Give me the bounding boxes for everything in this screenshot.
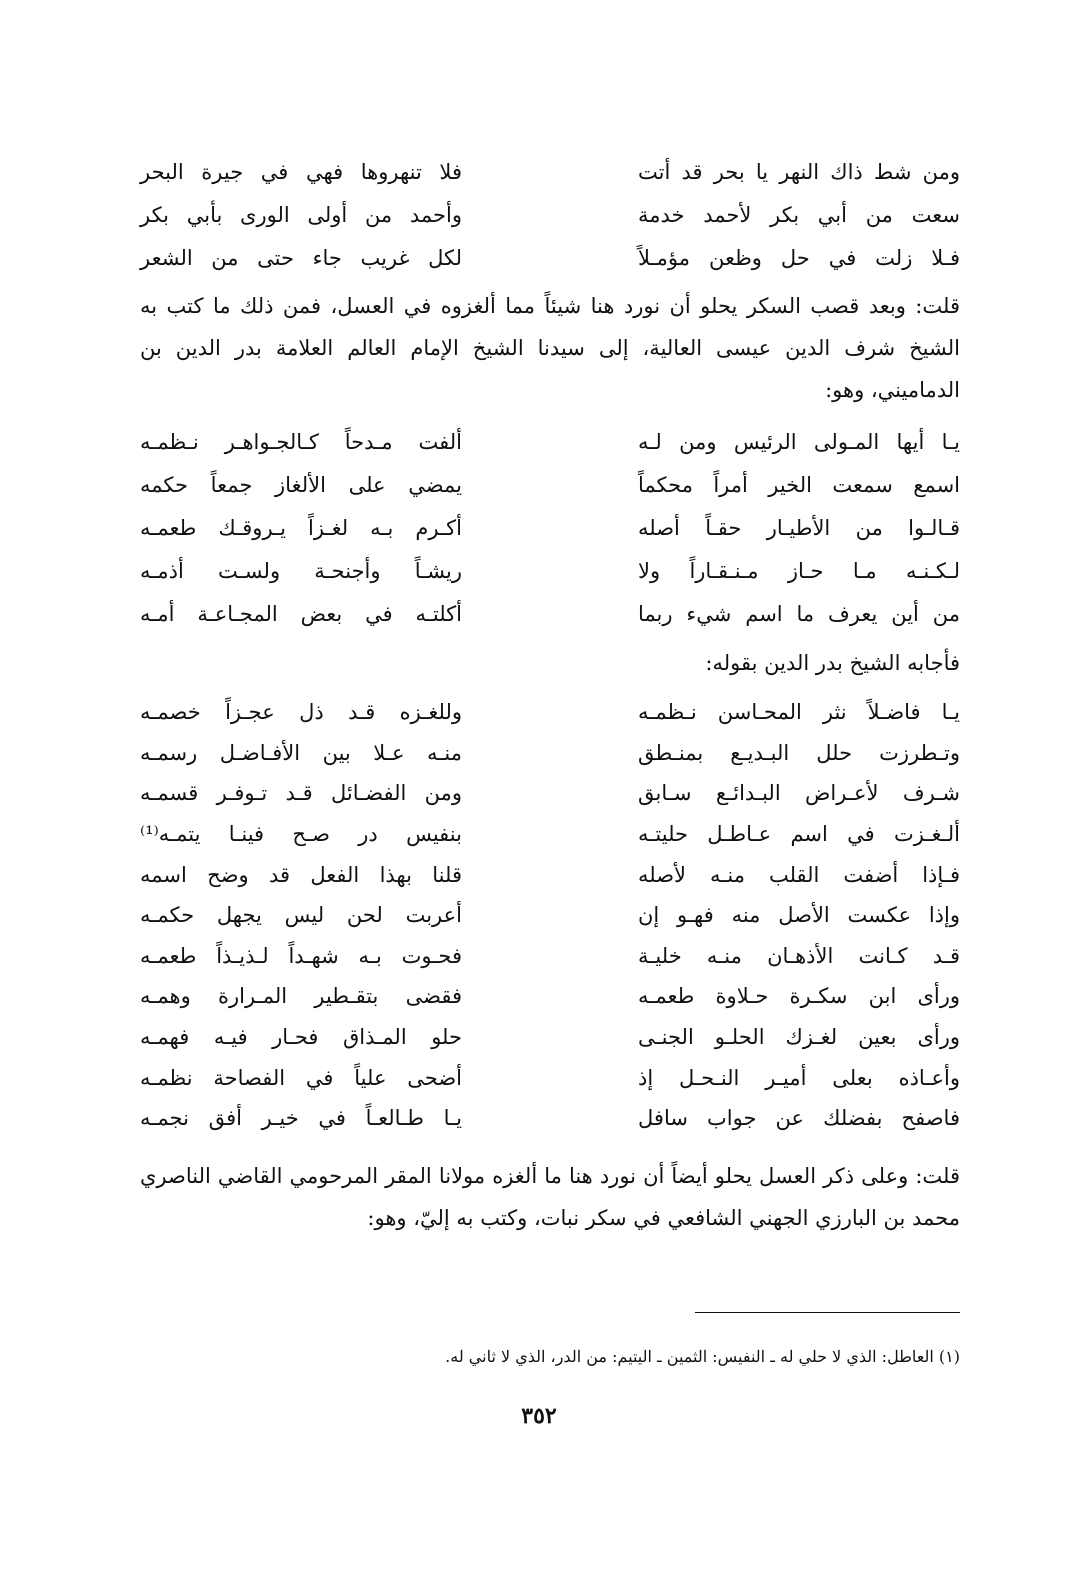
- second-hemistich: بنفيس در صـح فينـا يتمـه⁽¹⁾: [140, 822, 462, 847]
- second-hemistich: قلنا بهذا الفعل قد وضح اسمه: [140, 862, 462, 887]
- first-hemistich: اسمع سمعت الخير أمراً محكماً: [638, 472, 960, 497]
- page-number: ٣٥٢: [521, 1403, 557, 1429]
- second-hemistich: فقضى بتقـطير المـرارة وهمـه: [140, 984, 462, 1009]
- second-hemistich: أكلتـه في بعض المجـاعـة أمـه: [140, 601, 462, 626]
- second-hemistich: أضحى علياً في الفصاحة نظمـه: [140, 1065, 462, 1090]
- second-hemistich: حلو المـذاق فحـار فيـه فهمـه: [140, 1025, 462, 1050]
- verse-line: [140, 420, 960, 463]
- first-hemistich: سعت من أبي بكر لأحمد خدمة: [638, 202, 960, 227]
- verse-line: [140, 1017, 960, 1058]
- paragraph-2: قلت: وعلى ذكر العسل يحلو أيضاً أن نورد هنا ما ألغزه مولانا المقر المرحومي القاضي الناصري محمد بن البارزي الجهني الشافعي في سكر نبات، وكتب به إليّ، وهو:: [140, 1164, 960, 1230]
- verse-line: [140, 895, 960, 936]
- verses-top: [140, 150, 960, 279]
- first-hemistich: يـا أيها المـولى الرئيس ومن لـه: [638, 429, 960, 454]
- verse-line: [140, 150, 960, 193]
- second-hemistich: ألفت مـدحاً كـالجـواهـر نـظمـه: [140, 429, 462, 454]
- first-hemistich: وإذا عكست الأصل منه فهـو إن: [638, 903, 960, 928]
- first-hemistich: فـلا زلت في حل وظعن مؤمـلاً: [638, 245, 960, 270]
- verse-line: [140, 463, 960, 506]
- first-hemistich: ومن شط ذاك النهر يا بحر قد أتت: [638, 159, 960, 184]
- verse-line: [140, 814, 960, 855]
- second-hemistich: ومن الفضـائل قـد تـوفـر قسمـه: [140, 781, 462, 806]
- second-hemistich: يـا طـالعـاً في خيـر أفق نجمـه: [140, 1106, 462, 1131]
- second-hemistich: أعربت لحن ليس يجهل حكمـه: [140, 903, 462, 928]
- second-hemistich: لكل غريب جاء حتى من الشعر: [140, 245, 462, 270]
- first-hemistich: فاصفح بفضلك عن جواب سافل: [638, 1106, 960, 1131]
- verse-line: [140, 1057, 960, 1098]
- verse-line: [140, 193, 960, 236]
- second-hemistich: منـه عـلا بين الأفـاضـل رسمـه: [140, 740, 462, 765]
- first-hemistich: يـا فاضـلاً نثر المحـاسن نـظمـه: [638, 700, 960, 725]
- first-hemistich: قـالـوا من الأطيـار حقـاً أصله: [638, 515, 960, 540]
- first-hemistich: قـد كـانت الأذهـان منـه خليـة: [638, 943, 960, 968]
- verse-line: [140, 854, 960, 895]
- verse-line: [140, 692, 960, 733]
- first-hemistich: شـرف لأعـراض البـدائـع سـابق: [638, 781, 960, 806]
- first-hemistich: ورأى ابن سكـرة حـلاوة طعمـه: [638, 984, 960, 1009]
- verse-line: [140, 506, 960, 549]
- first-hemistich: وتـطرزت حلل البـديـع بمنـطق: [638, 740, 960, 765]
- first-hemistich: ورأى بعين لغـزك الحلـو الجنـى: [638, 1025, 960, 1050]
- first-hemistich: من أين يعرف ما اسم شيء ربما: [638, 601, 960, 626]
- second-hemistich: أكـرم بـه لغـزاً يـروقـك طعمـه: [140, 515, 462, 540]
- verse-line: [140, 733, 960, 774]
- verse-line: [140, 936, 960, 977]
- verse-line: [140, 773, 960, 814]
- second-hemistich: وللغـزه قـد ذل عجـزاً خصمـه: [140, 700, 462, 725]
- answer-intro: فأجابه الشيخ بدر الدين بقوله:: [705, 651, 960, 675]
- second-hemistich: يمضي على الألغاز جمعاً حكمه: [140, 472, 462, 497]
- verse-line: [140, 1098, 960, 1139]
- first-hemistich: ألـغـزت في اسم عـاطـل حليتـه: [638, 822, 960, 847]
- second-hemistich: فلا تنهروها فهي في جيرة البحر: [140, 159, 462, 184]
- verses-answer: [140, 692, 960, 1139]
- first-hemistich: فـإذا أضفت القلب منـه لأصله: [638, 862, 960, 887]
- first-hemistich: وأعـاذه بعلى أميـر النـحـل إذ: [638, 1065, 960, 1090]
- first-hemistich: لـكـنـه مـا حـاز مـنـقـاراً ولا: [638, 558, 960, 583]
- paragraph-1: قلت: وبعد قصب السكر يحلو أن نورد هنا شيئاً مما ألغزوه في العسل، فمن ذلك ما كتب به الشيخ شرف الدين عيسى العالية، إلى سيدنا الشيخ الإمام العالم العلامة بدر الدين بن الدماميني، وهو:: [140, 294, 960, 402]
- second-hemistich: ريشـاً وأجنحـة ولسـت أذمـه: [140, 558, 462, 583]
- verses-riddle: [140, 420, 960, 635]
- footnote: (١) العاطل: الذي لا حلي له ـ النفيس: الثمين ـ اليتيم: من الدر، الذي لا ثاني له.: [445, 1347, 960, 1366]
- verse-line: [140, 549, 960, 592]
- second-hemistich: فحـوت بـه شهـداً لـذيـذاً طعمـه: [140, 943, 462, 968]
- verse-line: [140, 236, 960, 279]
- second-hemistich: وأحمد من أولى الورى بأبي بكر: [140, 202, 462, 227]
- verse-line: [140, 592, 960, 635]
- footnote-divider: [695, 1312, 960, 1313]
- verse-line: [140, 976, 960, 1017]
